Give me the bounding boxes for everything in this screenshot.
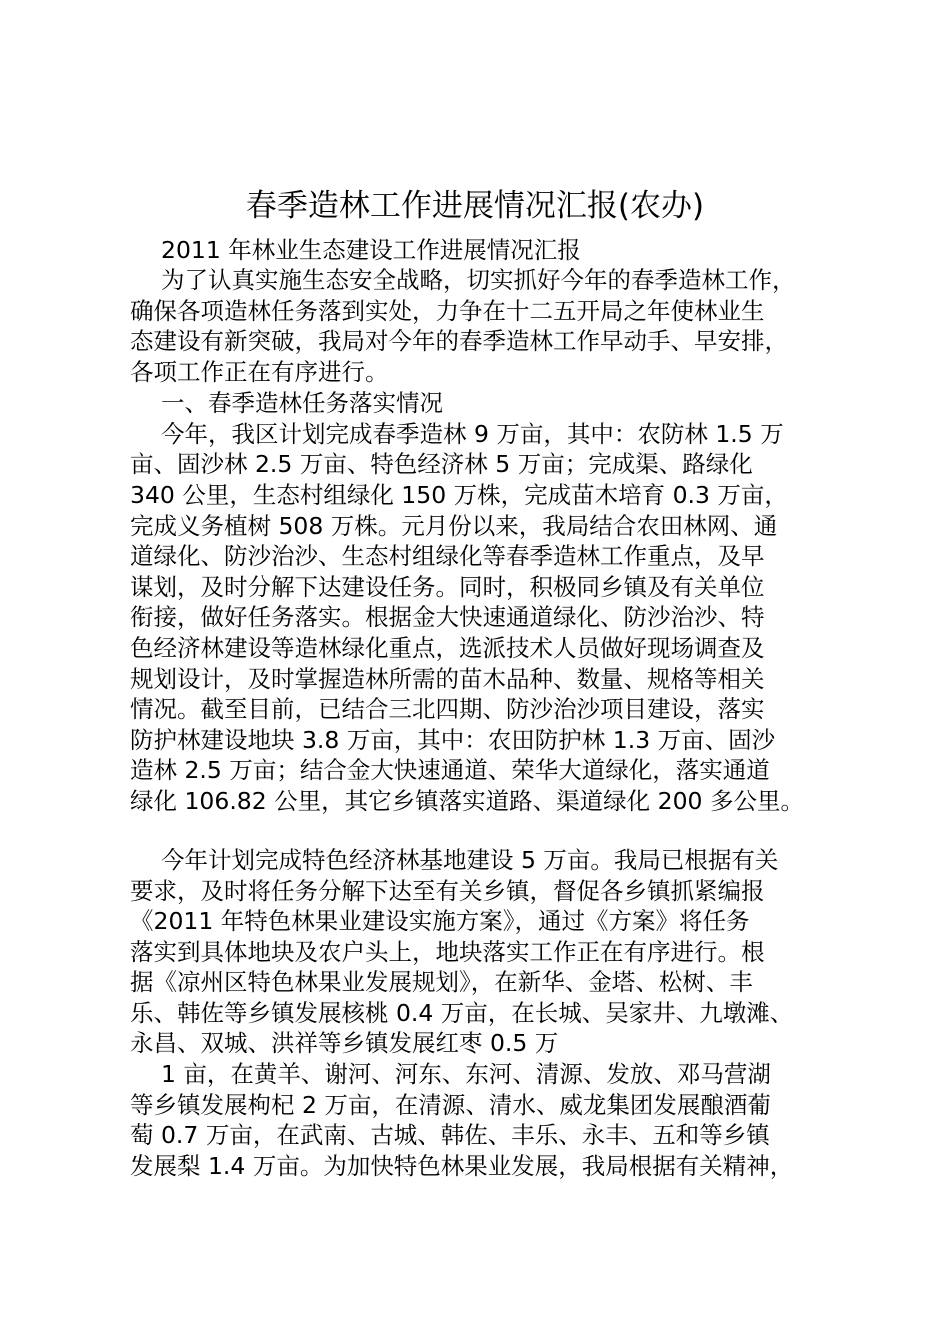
paragraph-line: 情况。截至目前，已结合三北四期、防沙治沙项目建设，落实 — [130, 695, 765, 723]
paragraph-line: 道绿化、防沙治沙、生态村组绿化等春季造林工作重点，及早 — [130, 542, 765, 570]
paragraph-line: 为了认真实施生态安全战略，切实抓好今年的春季造林工作， — [161, 266, 796, 294]
paragraph-line: 衔接，做好任务落实。根据金大快速通道绿化、防沙治沙、特 — [130, 603, 765, 631]
paragraph-line: 谋划，及时分解下达建设任务。同时，积极同乡镇及有关单位 — [130, 573, 765, 601]
section-heading: 一、春季造林任务落实情况 — [161, 389, 443, 417]
paragraph-line: 防护林建设地块 3.8 万亩，其中：农田防护林 1.3 万亩、固沙 — [130, 726, 776, 754]
paragraph-line: 永昌、双城、洪祥等乡镇发展红枣 0.5 万 — [130, 1029, 559, 1057]
paragraph-line: 今年，我区计划完成春季造林 9 万亩，其中：农防林 1.5 万 — [161, 420, 784, 448]
paragraph-line: 乐、韩佐等乡镇发展核桃 0.4 万亩，在长城、吴家井、九墩滩、 — [130, 999, 794, 1027]
paragraph-line: 各项工作正在有序进行。 — [130, 358, 389, 386]
paragraph-line: 等乡镇发展枸杞 2 万亩，在清源、清水、威龙集团发展酿酒葡 — [130, 1091, 771, 1119]
document-title: 春季造林工作进展情况汇报(农办) — [245, 188, 705, 224]
paragraph-line: 规划设计，及时掌握造林所需的苗木品种、数量、规格等相关 — [130, 665, 765, 693]
paragraph-line: 今年计划完成特色经济林基地建设 5 万亩。我局已根据有关 — [161, 846, 779, 874]
subtitle-line: 2011 年林业生态建设工作进展情况汇报 — [161, 236, 581, 264]
paragraph-line: 态建设有新突破，我局对今年的春季造林工作早动手、早安排， — [130, 327, 788, 355]
paragraph-line: 《2011 年特色林果业建设实施方案》，通过《方案》将任务 — [130, 907, 750, 935]
paragraph-line: 完成义务植树 508 万株。元月份以来，我局结合农田林网、通 — [130, 512, 778, 540]
paragraph-line: 340 公里，生态村组绿化 150 万株，完成苗木培育 0.3 万亩， — [130, 481, 788, 509]
paragraph-line: 确保各项造林任务落到实处，力争在十二五开局之年使林业生 — [130, 297, 765, 325]
paragraph-line: 萄 0.7 万亩，在武南、古城、韩佐、丰乐、永丰、五和等乡镇 — [130, 1121, 770, 1149]
paragraph-line: 据《凉州区特色林果业发展规划》，在新华、金塔、松树、丰 — [130, 968, 753, 996]
paragraph-line: 造林 2.5 万亩；结合金大快速通道、荣华大道绿化，落实通道 — [130, 756, 770, 784]
paragraph-line: 落实到具体地块及农户头上，地块落实工作正在有序进行。根 — [130, 938, 765, 966]
paragraph-line: 色经济林建设等造林绿化重点，选派技术人员做好现场调查及 — [130, 634, 765, 662]
paragraph-line: 绿化 106.82 公里，其它乡镇落实道路、渠道绿化 200 多公里。 — [130, 787, 804, 815]
paragraph-line: 1 亩，在黄羊、谢河、河东、东河、清源、发放、邓马营湖 — [161, 1060, 771, 1088]
paragraph-line: 要求，及时将任务分解下达至有关乡镇，督促各乡镇抓紧编报 — [130, 877, 765, 905]
paragraph-line: 发展梨 1.4 万亩。为加快特色林果业发展，我局根据有关精神， — [130, 1152, 794, 1180]
paragraph-line: 亩、固沙林 2.5 万亩、特色经济林 5 万亩；完成渠、路绿化 — [130, 450, 753, 478]
